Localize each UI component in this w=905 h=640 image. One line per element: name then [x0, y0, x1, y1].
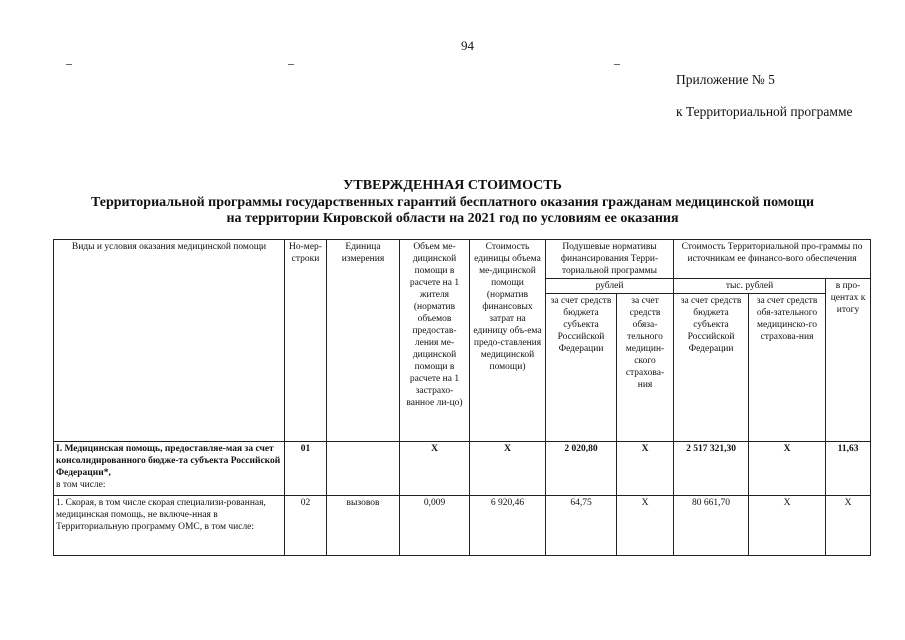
- header-per-capita-oms: за счет средств обяза-тельного медицин-ского страхова-ния: [617, 294, 674, 442]
- row-total-budget: 2 517 321,30: [674, 442, 749, 496]
- row-total-budget: 80 661,70: [674, 496, 749, 556]
- scan-mark: [66, 64, 72, 65]
- scan-mark: [614, 64, 620, 65]
- header-types: Виды и условия оказания медицинской помощи: [54, 240, 285, 442]
- document-subtitle-line2: на территории Кировской области на 2021 год по условиям ее оказания: [226, 211, 679, 226]
- appendix-reference: к Территориальной программе: [676, 104, 853, 119]
- header-volume: Объем ме-дицинской помощи в расчете на 1 жителя (норматив объемов предостав-ления ме-дицинской помощи в расчете на 1 застрахо-ванное ли-цо): [400, 240, 470, 442]
- page-number: 94: [461, 38, 474, 53]
- row-per-capita-oms: X: [617, 442, 674, 496]
- row-percent: X: [826, 496, 871, 556]
- header-total-oms: за счет средств обя-зательного медицинско-го страхова-ния: [749, 294, 826, 442]
- header-unit: Единица измерения: [327, 240, 400, 442]
- row-per-capita-budget: 2 020,80: [546, 442, 617, 496]
- scan-mark: [288, 64, 294, 65]
- cost-table: [53, 239, 871, 556]
- row-name: 1. Скорая, в том числе скорая специализи-рованная, медицинская помощь, не включе-нная в Территориальную программу ОМС, в том числе:: [54, 496, 285, 556]
- header-per-capita-unit: рублей: [546, 279, 674, 294]
- row-name: [54, 442, 285, 496]
- row-line-number: 02: [285, 496, 327, 556]
- row-unit: вызовов: [327, 496, 400, 556]
- header-line-number: Но-мер-строки: [285, 240, 327, 442]
- row-unit: [327, 442, 400, 496]
- row-unit-cost: 6 920,46: [470, 496, 546, 556]
- row-total-oms: X: [749, 496, 826, 556]
- header-percent: в про-центах к итогу: [826, 279, 871, 442]
- document-title: УТВЕРЖДЕННАЯ СТОИМОСТЬ: [343, 178, 562, 193]
- row-name-text: I. Медицинская помощь, предоставляе-мая за счет консолидированного бюдже-та субъекта Российской Федерации*,: [56, 444, 281, 478]
- header-total-cost-group: Стоимость Территориальной про-граммы по источникам ее финансо-вого обеспечения: [674, 240, 871, 279]
- table-row: [54, 496, 871, 556]
- row-line-number: 01: [285, 442, 327, 496]
- header-unit-cost: Стоимость единицы объема ме-дицинской помощи (норматив финансовых затрат на единицу объ-ема предо-ставления медицинской помощи): [470, 240, 546, 442]
- row-percent: 11,63: [826, 442, 871, 496]
- table-row: [54, 442, 871, 496]
- row-volume: 0,009: [400, 496, 470, 556]
- row-name-suffix: в том числе:: [56, 480, 106, 490]
- appendix-number: Приложение № 5: [676, 72, 775, 87]
- row-unit-cost: X: [470, 442, 546, 496]
- row-volume: X: [400, 442, 470, 496]
- header-per-capita-group: Подушевые нормативы финансирования Терри-ториальной программы: [546, 240, 674, 279]
- row-per-capita-oms: X: [617, 496, 674, 556]
- header-total-budget: за счет средств бюджета субъекта Российской Федерации: [674, 294, 749, 442]
- header-per-capita-budget: за счет средств бюджета субъекта Российской Федерации: [546, 294, 617, 442]
- row-total-oms: X: [749, 442, 826, 496]
- document-subtitle: Территориальной программы государственных гарантий бесплатного оказания гражданам медицинской помощи: [90, 195, 815, 210]
- row-per-capita-budget: 64,75: [546, 496, 617, 556]
- header-total-unit: тыс. рублей: [674, 279, 826, 294]
